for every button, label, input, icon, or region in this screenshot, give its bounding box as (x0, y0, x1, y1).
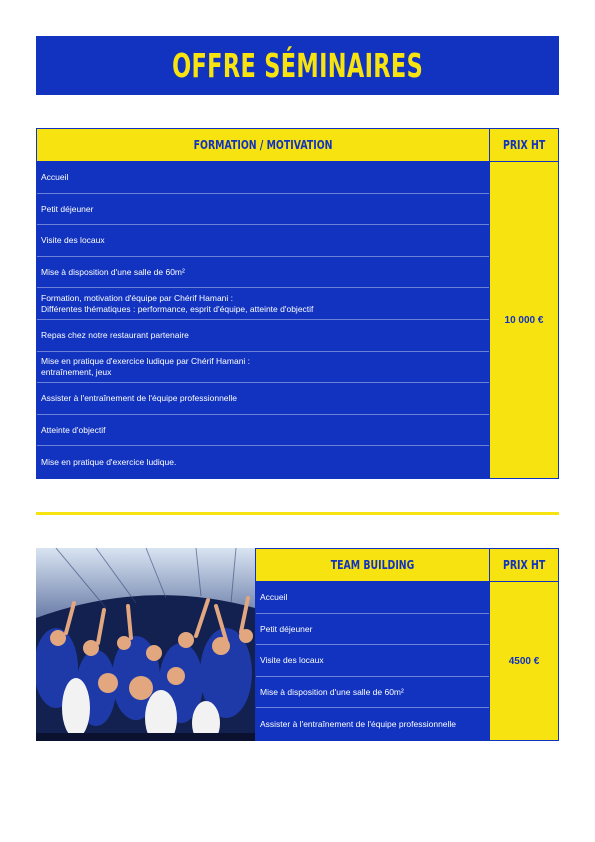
row-text: Atteinte d'objectif (41, 424, 106, 435)
title-banner (36, 36, 559, 95)
row-text: Différentes thématiques : performance, esprit d'équipe, atteinte d'objectif (41, 303, 314, 314)
table-row (37, 194, 489, 226)
row-text: Visite des locaux (260, 655, 324, 666)
price-cell: 4500 € (490, 582, 558, 740)
table-row (37, 225, 489, 257)
table-row (256, 614, 489, 646)
price-header: PRIX HT (490, 129, 558, 161)
row-text: Visite des locaux (41, 235, 105, 246)
table-row (37, 415, 489, 447)
row-text: Mise en pratique d'exercice ludique par Chérif Hamani : (41, 356, 251, 367)
row-text: entraînement, jeux (41, 366, 112, 377)
row-text: Repas chez notre restaurant partenaire (41, 330, 189, 341)
price-header: PRIX HT (490, 549, 558, 581)
row-text: Petit déjeuner (260, 623, 313, 634)
row-text: Accueil (260, 592, 288, 603)
price-cell: 10 000 € (490, 162, 558, 478)
table-row (37, 446, 489, 478)
table-row (37, 162, 489, 194)
table-row (37, 383, 489, 415)
table-row (37, 352, 489, 384)
row-text: Assister à l'entraînement de l'équipe professionnelle (41, 393, 238, 404)
table-row (37, 320, 489, 352)
table-row (256, 708, 489, 740)
table-row (37, 288, 489, 320)
row-text: Formation, motivation d'équipe par Chérif Hamani : (41, 293, 234, 304)
row-text: Mise en pratique d'exercice ludique. (41, 456, 177, 467)
row-text: Petit déjeuner (41, 203, 94, 214)
row-text: Assister à l'entraînement de l'équipe professionnelle (260, 718, 457, 729)
team-building-table (255, 548, 559, 741)
row-text: Mise à disposition d'une salle de 60m² (41, 266, 185, 277)
team-celebration-photo (36, 548, 255, 741)
table-row (256, 582, 489, 614)
page-title: OFFRE SÉMINAIRES (171, 46, 424, 85)
table-header: FORMATION / MOTIVATION (37, 129, 489, 161)
table-row (256, 645, 489, 677)
table-row (37, 257, 489, 289)
row-text: Mise à disposition d'une salle de 60m² (260, 686, 404, 697)
row-text: Accueil (41, 172, 69, 183)
table-row (256, 677, 489, 709)
formation-motivation-table (36, 128, 559, 479)
table-header: TEAM BUILDING (256, 549, 489, 581)
section-divider (36, 512, 559, 515)
